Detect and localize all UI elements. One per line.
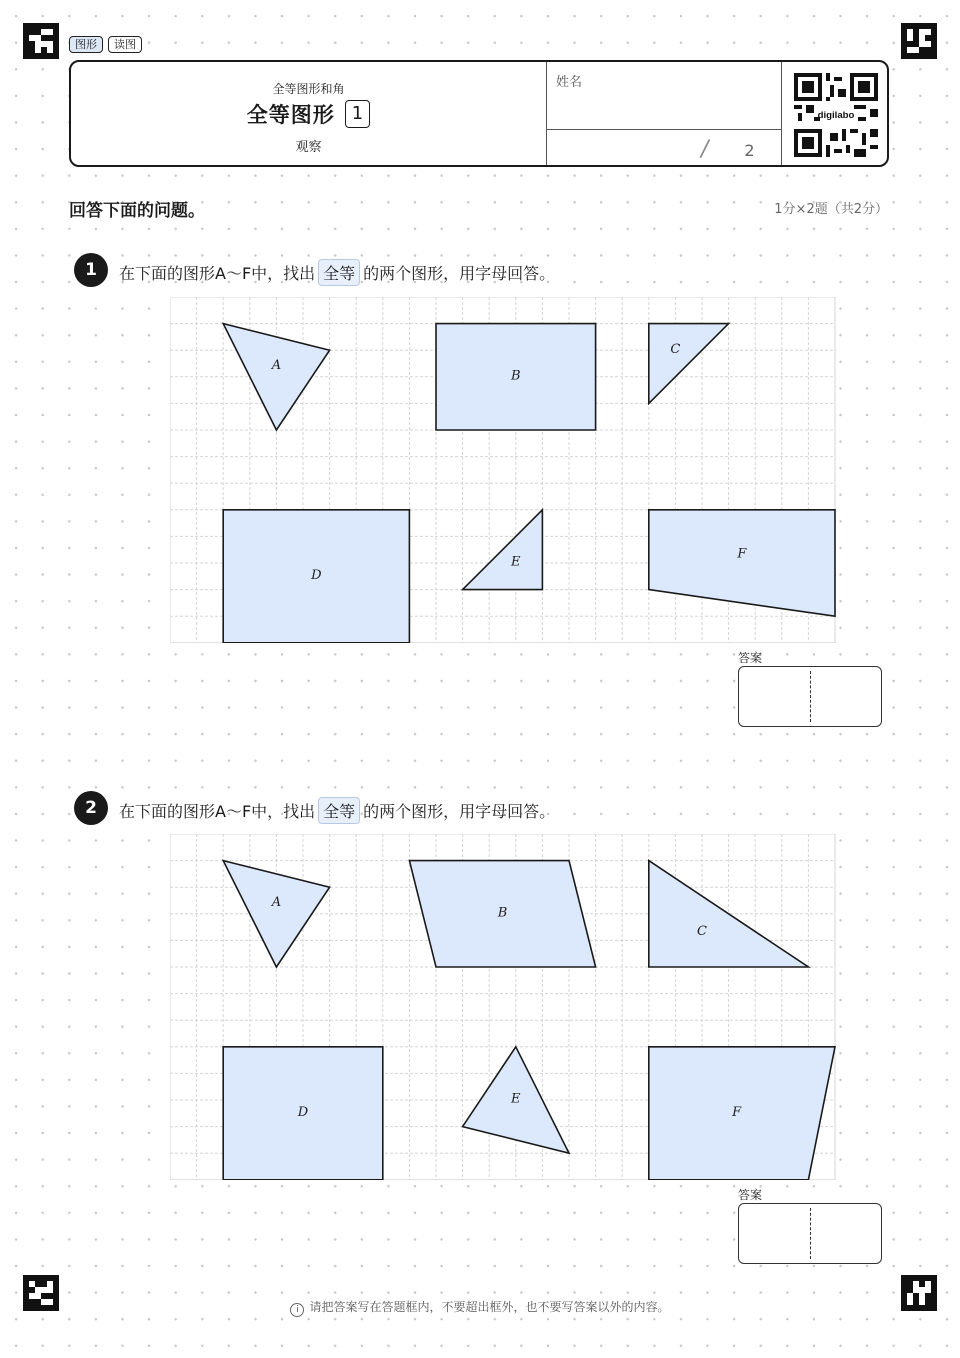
answer-label: 答案 xyxy=(738,651,763,665)
question-text-part: 在下面的图形A～F中，找出 xyxy=(119,264,316,283)
question-1-shape-grid xyxy=(170,297,836,643)
question-2-number: 2 xyxy=(74,791,108,825)
category-tags xyxy=(69,36,142,53)
name-field-label: 姓名 xyxy=(556,75,583,90)
shape-c-label: C xyxy=(697,924,707,940)
question-2-shape-grid xyxy=(170,834,836,1180)
tag-shape: 图形 xyxy=(69,36,103,53)
question-1-text xyxy=(119,259,555,286)
question-text-part: 的两个图形，用字母回答。 xyxy=(363,264,556,283)
question-2-text xyxy=(119,797,555,824)
question-1-number: 1 xyxy=(74,253,108,287)
points-info: 1分×2题（共2分） xyxy=(774,202,888,217)
title-number-badge: 1 xyxy=(345,100,370,128)
answer-label: 答案 xyxy=(738,1188,763,1202)
shape-f xyxy=(649,1047,835,1180)
shape-a-label: A xyxy=(271,357,282,373)
keyword-highlight: 全等 xyxy=(318,797,360,824)
score-total: 2 xyxy=(744,141,755,160)
footer-note xyxy=(0,1298,960,1317)
header-divider xyxy=(546,62,547,165)
qr-caption: digilabo xyxy=(817,110,855,122)
header-divider xyxy=(546,129,781,130)
shape-c-label: C xyxy=(670,341,681,357)
answer-box-divider xyxy=(810,671,811,722)
shape-b-label: B xyxy=(497,905,508,921)
page-title: 全等图形 xyxy=(246,103,335,127)
shape-a-label: A xyxy=(271,894,282,910)
keyword-highlight: 全等 xyxy=(318,259,360,286)
title-row xyxy=(71,99,546,129)
question-text-part: 在下面的图形A～F中，找出 xyxy=(119,802,316,821)
shape-e-label: E xyxy=(511,1091,521,1107)
shape-f-label: F xyxy=(732,1104,742,1120)
shape-e-label: E xyxy=(511,554,521,570)
worksheet-header xyxy=(69,60,889,167)
score-slash: / xyxy=(701,137,709,162)
shape-d-label: D xyxy=(311,567,322,583)
answer-box-divider xyxy=(810,1208,811,1259)
instruction-text: 回答下面的问题。 xyxy=(69,201,205,221)
qr-code-icon xyxy=(794,73,878,157)
tag-reading: 读图 xyxy=(108,36,142,53)
footer-text: 请把答案写在答题框内，不要超出框外，也不要写答案以外的内容。 xyxy=(309,1300,670,1314)
question-1-answer-box[interactable] xyxy=(738,666,882,727)
corner-marker-top-left xyxy=(23,23,59,59)
info-icon: i xyxy=(290,1303,304,1317)
shape-b-label: B xyxy=(511,368,521,384)
question-2-answer-box[interactable] xyxy=(738,1203,882,1264)
shape-d-label: D xyxy=(297,1104,309,1120)
mode-label: 观察 xyxy=(295,140,322,155)
shape-f-label: F xyxy=(737,546,747,562)
question-text-part: 的两个图形，用字母回答。 xyxy=(363,802,556,821)
score-field xyxy=(701,137,755,162)
title-area xyxy=(71,62,546,165)
corner-marker-top-right xyxy=(901,23,937,59)
unit-subtitle: 全等图形和角 xyxy=(272,82,345,96)
header-divider xyxy=(781,62,782,165)
